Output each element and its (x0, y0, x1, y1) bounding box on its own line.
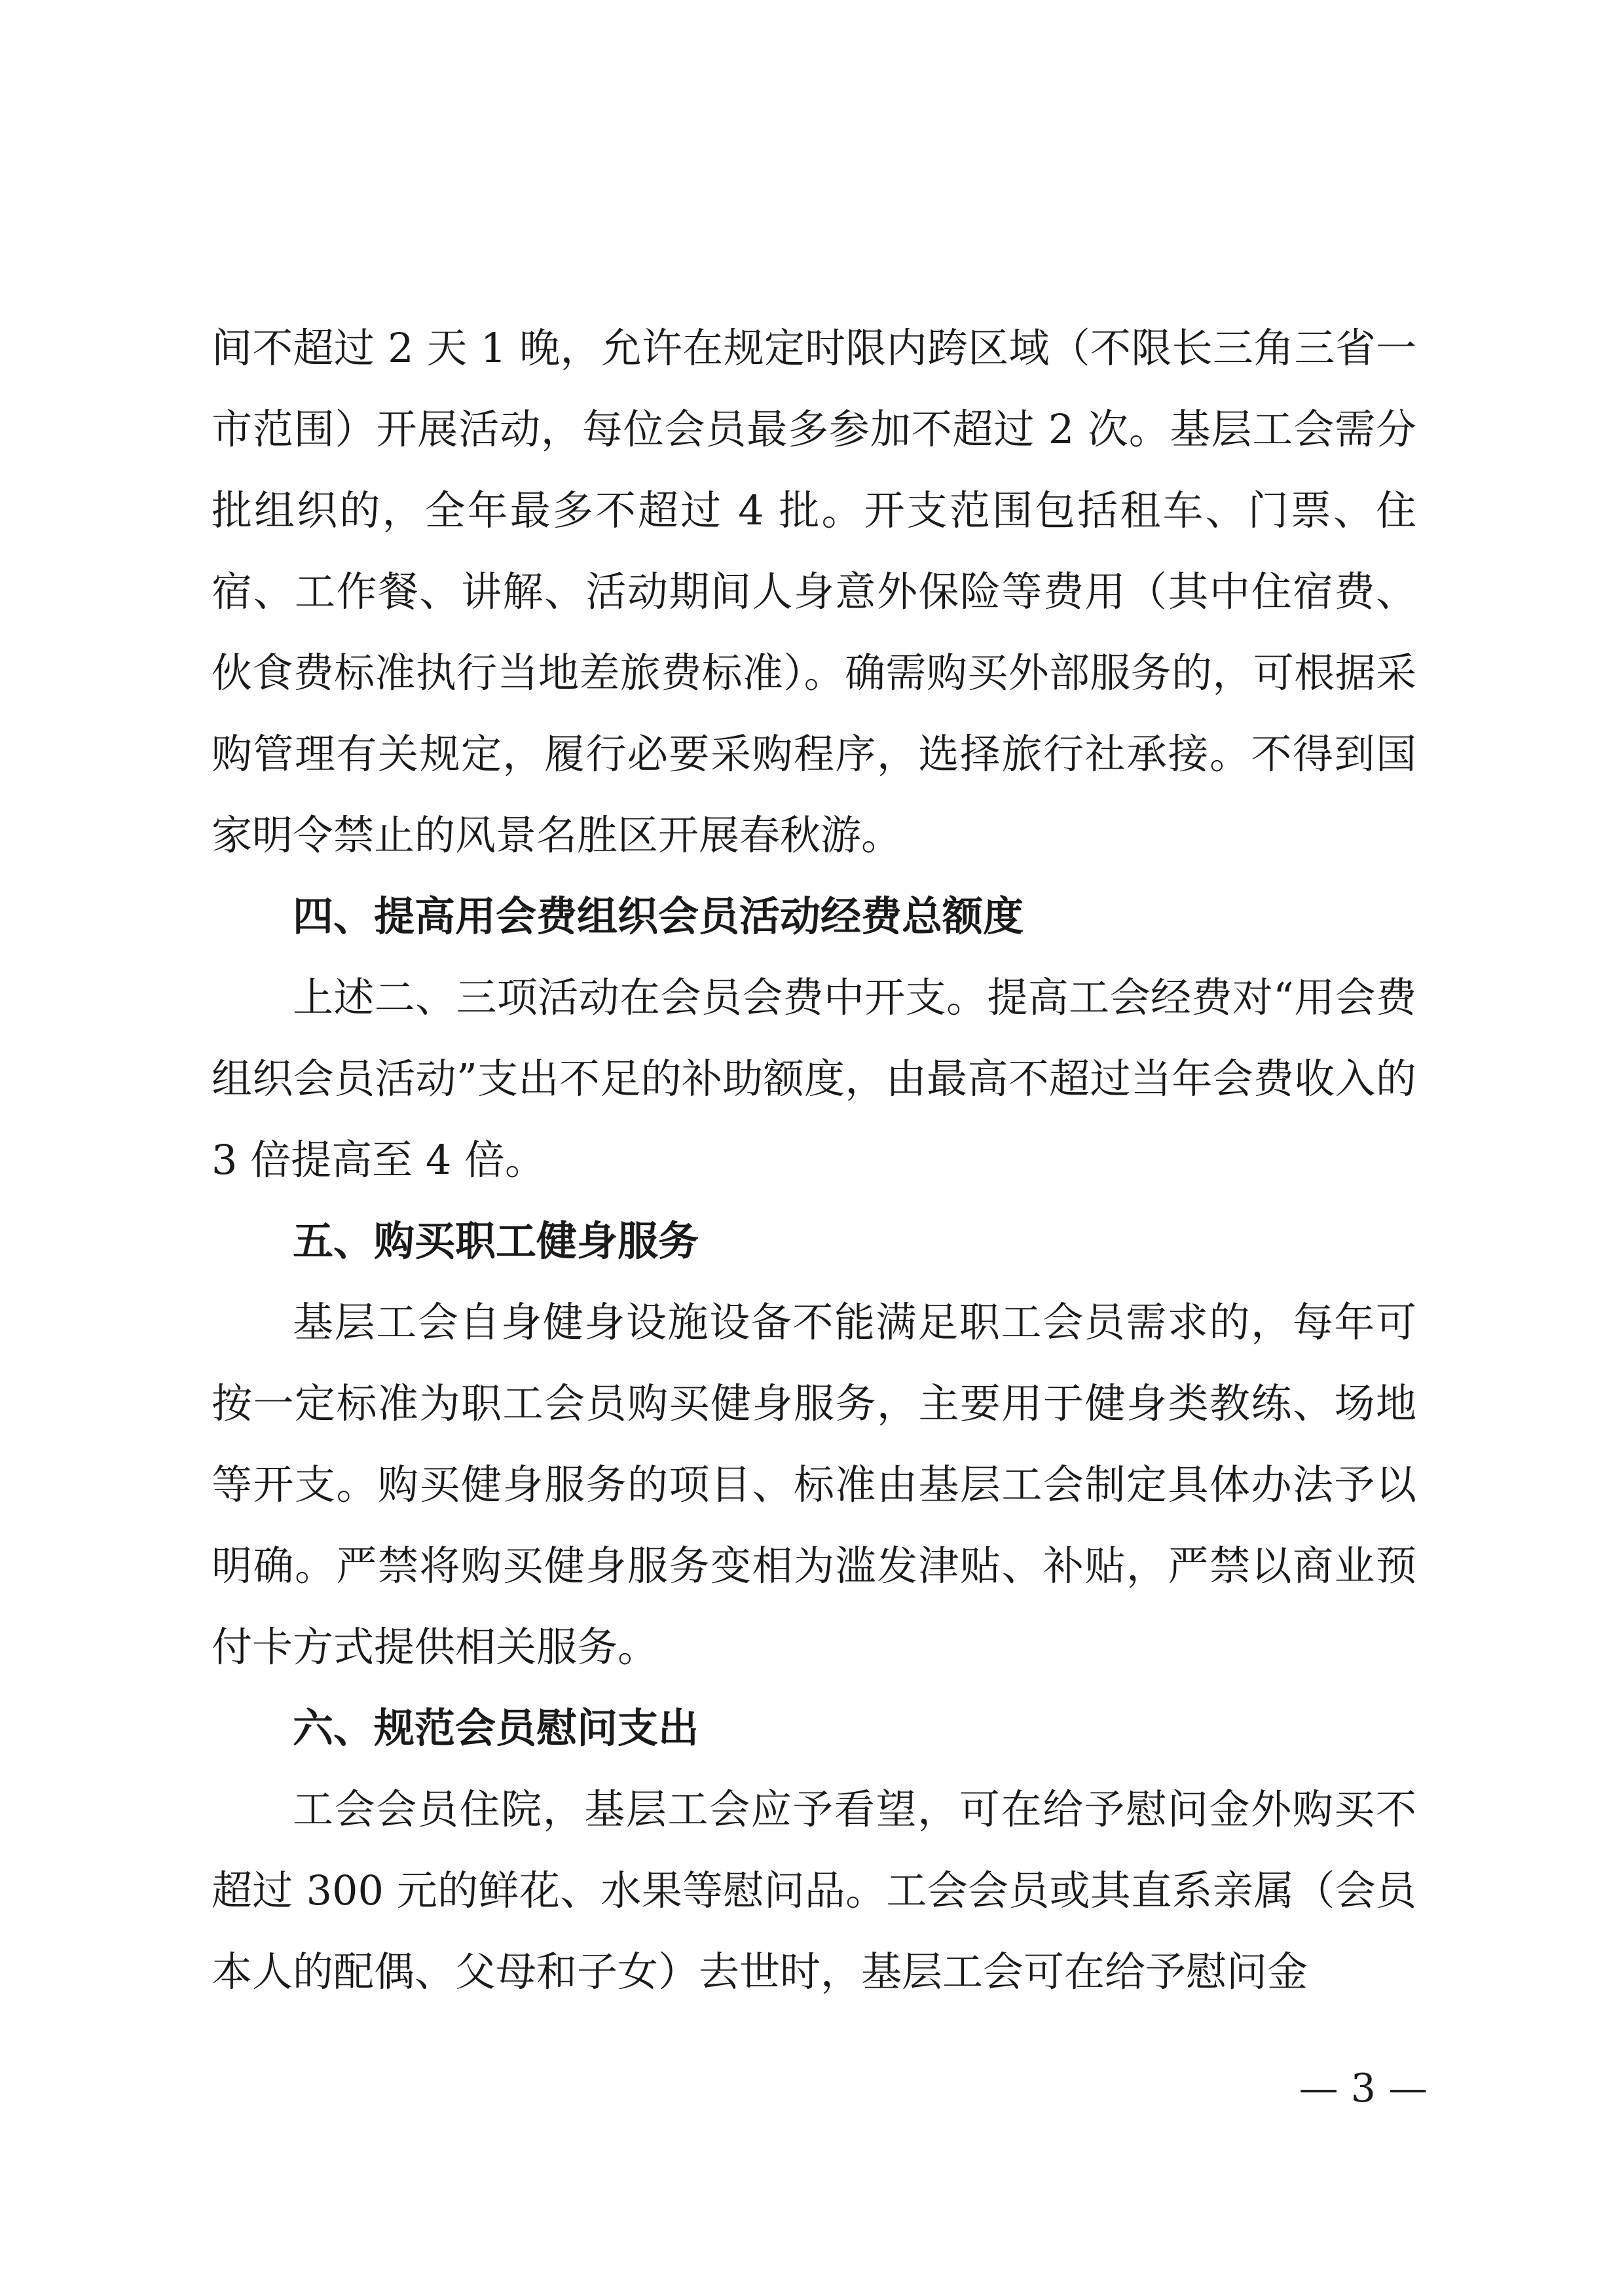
paragraph-section-5: 基层工会自身健身设施设备不能满足职工会员需求的，每年可按一定标准为职工会员购买健身服务，主要用于健身类教练、场地等开支。购买健身服务的项目、标准由基层工会制定具体办法予以明确。严禁将购买健身服务变相为滥发津贴、补贴，严禁以商业预付卡方式提供相关服务。 (212, 1298, 1416, 1671)
paragraph-continuation: 间不超过 2 天 1 晚，允许在规定时限内跨区域（不限长三角三省一市范围）开展活动，每位会员最多参加不超过 2 次。基层工会需分批组织的，全年最多不超过 4 批。开支范围包括租车、门票、住宿、工作餐、讲解、活动期间人身意外保险等费用（其中住宿费、伙食费标准执行当地差旅费标准）。确需购买外部服务的，可根据采购管理有关规定，履行必要采购程序，选择旅行社承接。不得到国家明令禁止的风景名胜区开展春秋游。 (212, 324, 1416, 859)
document-body (212, 308, 1416, 2013)
paragraph-section-6: 工会会员住院，基层工会应予看望，可在给予慰问金外购买不超过 300 元的鲜花、水果等慰问品。工会会员或其直系亲属（会员本人的配偶、父母和子女）去世时，基层工会可在给予慰问金 (212, 1785, 1416, 1995)
page-number: — 3 — (1299, 2066, 1428, 2111)
section-heading-4: 四、提高用会费组织会员活动经费总额度 (293, 892, 1024, 940)
section-heading-5: 五、购买职工健身服务 (293, 1217, 699, 1265)
section-heading-6: 六、规范会员慰问支出 (293, 1704, 699, 1752)
paragraph-section-4: 上述二、三项活动在会员会费中开支。提高工会经费对“用会费组织会员活动”支出不足的补助额度，由最高不超过当年会费收入的 3 倍提高至 4 倍。 (212, 974, 1416, 1184)
